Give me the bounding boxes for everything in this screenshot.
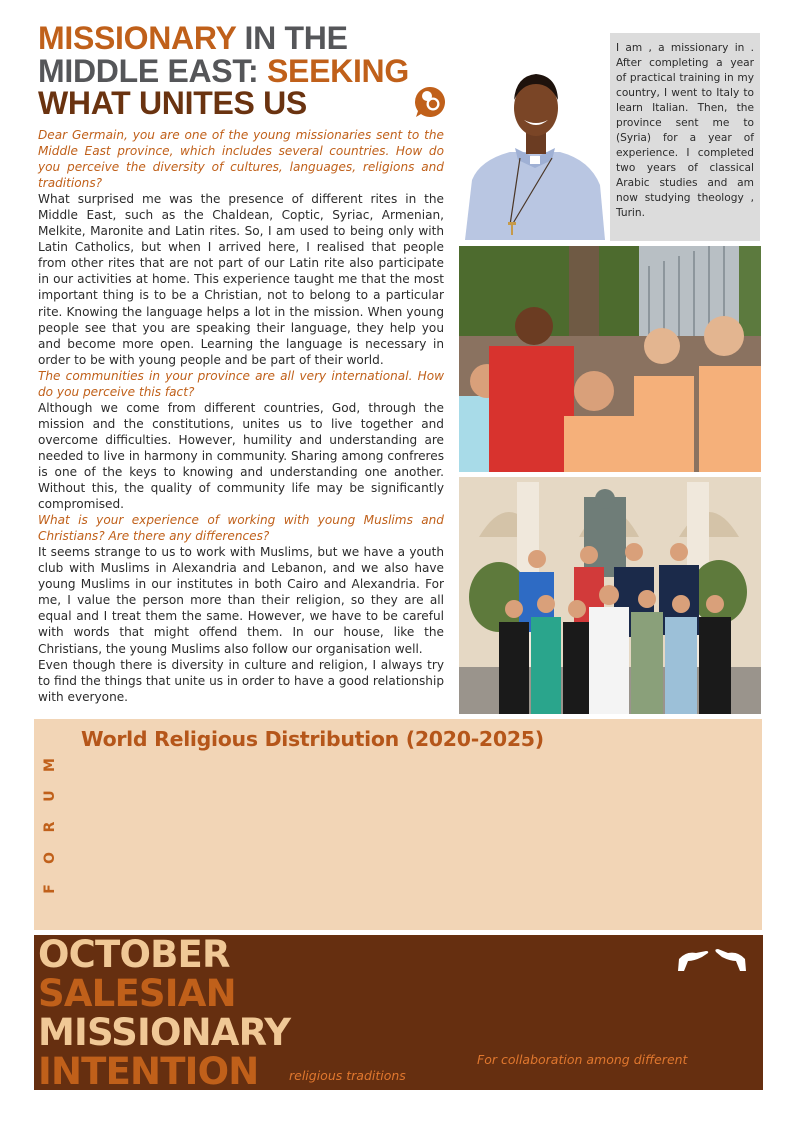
forum-letter-u: U xyxy=(42,790,58,802)
article-body xyxy=(38,127,444,705)
intention-caption-line2: religious traditions xyxy=(289,1068,406,1083)
interview-answer-1: What surprised me was the presence of different rites in the Middle East, such as the Chaldean, Coptic, Syriac, Armenian, Melkite, Maronite and Latin rites. So, I am used to being only with Latin Catholics, but when I arrived here, I realised that people from other rites that are not part of our Latin rite also participate in our activities at home. This experience taught me that the most important thing is to be a Christian, not to belong to a particular rite. Knowing the language helps a lot in the mission. When young people see that you are speaking their language, they help you and become more open. Learning the language is necessary in order to be with young people and be part of their world. xyxy=(38,192,444,367)
forum-letter-o: O xyxy=(42,852,58,864)
forum-vertical-label xyxy=(40,757,60,897)
portrait-photo xyxy=(460,60,610,240)
intention-line-october: OCTOBER xyxy=(38,933,230,976)
intention-line-salesian: SALESIAN xyxy=(38,972,236,1015)
interview-answer-closing: Even though there is diversity in culture and religion, I always try to find the things that unite us in order to have a good relationship with everyone. xyxy=(38,657,444,704)
forum-letter-f: F xyxy=(42,884,58,894)
group-statue-photo xyxy=(459,477,761,714)
youth-group-illustration xyxy=(459,246,761,472)
portrait-illustration xyxy=(460,60,610,240)
interview-question-2: The communities in your province are all very international. How do you perceive this fact? xyxy=(38,368,444,399)
intention-banner xyxy=(34,933,763,1093)
forum-letter-r: R xyxy=(42,821,58,833)
intention-caption-line1: For collaboration among different xyxy=(477,1052,688,1067)
bio-box xyxy=(610,33,760,241)
forum-panel xyxy=(34,719,762,930)
interview-answer-3: It seems strange to us to work with Muslims, but we have a youth club with Muslims in Alexandria and Lebanon, and we also have young Muslims in our institutes in both Cairo and Alexandria. For me, I value the person more than their religion, so they are all equal and I treat them the same. However, we have to be careful with words that might offend them. In our house, like the Christians, the young Muslims also follow our organisation well. xyxy=(38,545,444,656)
interview-question-1: Dear Germain, you are one of the young missionaries sent to the Middle East province, which includes several countries. How do you perceive the diversity of cultures, languages, religions and traditions? xyxy=(38,128,444,191)
group-statue-illustration xyxy=(459,477,761,714)
forum-letter-m: M xyxy=(42,758,58,772)
hands-icon xyxy=(676,943,748,973)
interview-answer-2: Although we come from different countries, God, through the mission and the constitutions, unites us to live together and overcome difficulties. However, humility and understanding are needed to live in harmony in community. Sharing among confreres is one of the keys to knowing and understanding one another. Without this, the quality of community life may be significantly compromised. xyxy=(38,400,444,512)
title-part-middle-east: IN THE MIDDLE EAST: xyxy=(38,20,348,89)
intention-line-intention: INTENTION xyxy=(38,1050,259,1093)
chart-title: World Religious Distribution (2020-2025) xyxy=(81,727,544,751)
speech-bubble-icon xyxy=(413,85,447,119)
title-part-missionary: MISSIONARY xyxy=(38,20,236,56)
bio-text: I am , a missionary in . After completing a year of practical training in my country, I went to Italy to learn Italian. Then, the province sent me to (Syria) for a year of experience. I completed two years of classical Arabic studies and am now studying theology , Turin. xyxy=(616,42,754,219)
chart-area xyxy=(81,759,751,919)
title-part-seeking: SEEKING xyxy=(267,52,409,89)
interview-question-3: What is your experience of working with young Muslims and Christians? Are there any differences? xyxy=(38,513,444,544)
youth-group-photo xyxy=(459,246,761,472)
article-title xyxy=(38,22,458,120)
title-part-unites: WHAT UNITES US xyxy=(38,85,307,121)
intention-line-missionary: MISSIONARY xyxy=(38,1011,291,1054)
